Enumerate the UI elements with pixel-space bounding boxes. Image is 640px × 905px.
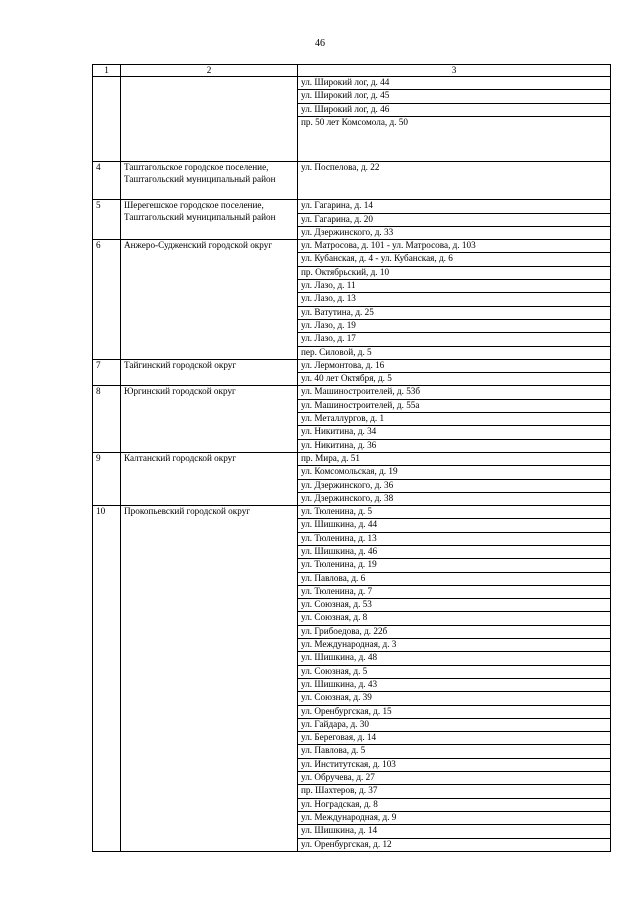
address-cell: ул. Тюленина, д. 7 <box>298 585 611 598</box>
address-cell: ул. Лазо, д. 11 <box>298 280 611 293</box>
address-cell: ул. Оренбургская, д. 12 <box>298 838 611 851</box>
address-cell: ул. Шишкина, д. 46 <box>298 546 611 559</box>
municipality-name: Тайгинский городской округ <box>121 359 298 386</box>
address-cell: ул. Шишкина, д. 44 <box>298 519 611 532</box>
address-cell: ул. Дзержинского, д. 33 <box>298 226 611 239</box>
row-number: 5 <box>93 200 121 240</box>
address-cell: ул. Машиностроителей, д. 55а <box>298 399 611 412</box>
address-table <box>92 64 611 852</box>
address-cell: пр. Мира, д. 51 <box>298 452 611 465</box>
row-number <box>93 77 121 162</box>
address-cell: ул. Тюленина, д. 13 <box>298 532 611 545</box>
address-cell: ул. Союзная, д. 39 <box>298 692 611 705</box>
address-cell: ул. Кубанская, д. 4 - ул. Кубанская, д. 6 <box>298 253 611 266</box>
municipality-name: Шерегешское городское поселение, Таштагольский муниципальный район <box>121 200 298 240</box>
header-col-2: 2 <box>121 65 298 77</box>
address-cell: ул. Лермонтова, д. 16 <box>298 359 611 372</box>
header-col-1: 1 <box>93 65 121 77</box>
address-cell: ул. Гагарина, д. 20 <box>298 213 611 226</box>
address-cell: ул. Металлургов, д. 1 <box>298 413 611 426</box>
municipality-name: Прокопьевский городской округ <box>121 506 298 852</box>
table-row <box>93 161 611 199</box>
address-cell: ул. Гагарина, д. 14 <box>298 200 611 213</box>
address-cell: пр. 50 лет Комсомола, д. 50 <box>298 116 611 161</box>
address-cell: ул. Союзная, д. 53 <box>298 599 611 612</box>
address-cell: ул. Международная, д. 9 <box>298 811 611 824</box>
table-body <box>93 77 611 852</box>
address-cell: ул. Оренбургская, д. 15 <box>298 705 611 718</box>
municipality-name: Анжеро-Судженский городской округ <box>121 240 298 360</box>
address-cell: пр. Шахтеров, д. 37 <box>298 785 611 798</box>
address-cell: пр. Октябрьский, д. 10 <box>298 266 611 279</box>
address-cell: ул. Машиностроителей, д. 53б <box>298 386 611 399</box>
row-number: 4 <box>93 161 121 199</box>
address-cell: ул. Павлова, д. 5 <box>298 745 611 758</box>
address-cell: ул. Тюленина, д. 5 <box>298 506 611 519</box>
address-cell: ул. Лазо, д. 17 <box>298 333 611 346</box>
address-cell: ул. Гайдара, д. 30 <box>298 718 611 731</box>
row-number: 9 <box>93 452 121 505</box>
row-number: 7 <box>93 359 121 386</box>
address-cell: ул. Комсомольская, д. 19 <box>298 466 611 479</box>
address-cell: ул. Ватутина, д. 25 <box>298 306 611 319</box>
address-cell: ул. Союзная, д. 8 <box>298 612 611 625</box>
address-cell: ул. Лазо, д. 13 <box>298 293 611 306</box>
table-row <box>93 200 611 213</box>
table-row <box>93 77 611 90</box>
address-cell: ул. Ноградская, д. 8 <box>298 798 611 811</box>
address-cell: ул. Союзная, д. 5 <box>298 665 611 678</box>
row-number: 10 <box>93 506 121 852</box>
table-row <box>93 386 611 399</box>
address-cell: ул. Матросова, д. 101 - ул. Матросова, д. 103 <box>298 240 611 253</box>
table-row <box>93 452 611 465</box>
table-row <box>93 359 611 372</box>
address-cell: ул. Дзержинского, д. 36 <box>298 479 611 492</box>
address-cell: ул. Тюленина, д. 19 <box>298 559 611 572</box>
table-row <box>93 240 611 253</box>
page-number: 46 <box>315 38 325 49</box>
address-cell: ул. Шишкина, д. 48 <box>298 652 611 665</box>
address-cell: ул. 40 лет Октября, д. 5 <box>298 373 611 386</box>
address-cell: пер. Силовой, д. 5 <box>298 346 611 359</box>
address-cell: ул. Никитина, д. 36 <box>298 439 611 452</box>
table-row <box>93 506 611 519</box>
address-cell: ул. Широкий лог, д. 46 <box>298 103 611 116</box>
address-cell: ул. Никитина, д. 34 <box>298 426 611 439</box>
municipality-name <box>121 77 298 162</box>
address-cell: ул. Международная, д. 3 <box>298 639 611 652</box>
municipality-name: Юргинский городской округ <box>121 386 298 452</box>
municipality-name: Калтанский городской округ <box>121 452 298 505</box>
municipality-name: Таштагольское городское поселение, Таштагольский муниципальный район <box>121 161 298 199</box>
address-cell: ул. Шишкина, д. 43 <box>298 678 611 691</box>
row-number: 8 <box>93 386 121 452</box>
address-cell: ул. Широкий лог, д. 45 <box>298 90 611 103</box>
header-col-3: 3 <box>298 65 611 77</box>
address-cell: ул. Широкий лог, д. 44 <box>298 77 611 90</box>
address-cell: ул. Павлова, д. 6 <box>298 572 611 585</box>
address-cell: ул. Дзержинского, д. 38 <box>298 492 611 505</box>
address-cell: ул. Шишкина, д. 14 <box>298 825 611 838</box>
address-cell: ул. Поспелова, д. 22 <box>298 161 611 199</box>
address-cell: ул. Обручева, д. 27 <box>298 772 611 785</box>
address-cell: ул. Лазо, д. 19 <box>298 319 611 332</box>
row-number: 6 <box>93 240 121 360</box>
address-cell: ул. Грибоедова, д. 22б <box>298 625 611 638</box>
address-cell: ул. Береговая, д. 14 <box>298 732 611 745</box>
address-cell: ул. Институтская, д. 103 <box>298 758 611 771</box>
table-header-row <box>93 65 611 77</box>
